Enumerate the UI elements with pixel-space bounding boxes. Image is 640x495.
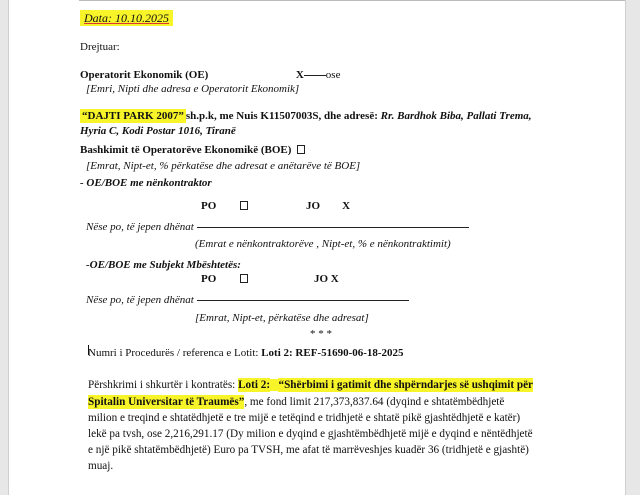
subcontractor-if-yes	[86, 220, 469, 234]
subcontractor-yes	[201, 199, 248, 213]
support-heading: -OE/BOE me Subjekt Mbështetës:	[86, 259, 241, 271]
contract-line-2-rest: , me fond limit 217,373,837.64 (dyqind e shtatëmbëdhjetë	[244, 396, 505, 408]
subcontractor-heading: - OE/BOE me nënkontraktor	[80, 177, 212, 189]
addressed-to: Drejtuar:	[80, 41, 120, 53]
contract-line-6: muaj.	[88, 460, 114, 472]
section-separator: * * *	[310, 328, 332, 340]
page-top-border	[79, 0, 625, 5]
support-yes-checkbox	[240, 274, 248, 283]
contract-line-4: lekë pa tvsh, ose 2,216,291.17 (Dy milion e dyqind e gjashtëmbëdhjetë mijë e dyqind e nëntëdhjetë	[88, 428, 533, 440]
subcontractor-yes-label: PO	[201, 200, 217, 212]
contract-title-2: Spitalin Universitar të Traumës”	[88, 396, 245, 408]
joint-line	[80, 143, 305, 157]
company-name: “DAJTI PARK 2007”	[82, 110, 184, 122]
subcontractor-no	[306, 199, 350, 213]
contract-line-3: milion e treqind e shtatëdhjetë e tre mijë e tetëqind e tridhjetë e shtatë pikë gjashtëdhjetë e katër)	[88, 412, 521, 424]
contract-line-5: e një pikë shtatëmbëdhjetë) Euro pa TVSH, me afat të marrëveshjes kuadër 36 (tridhjetë e gjashtë)	[88, 444, 529, 456]
operator-hint: [Emri, Nipti dhe adresa e Operatorit Ekonomik]	[86, 83, 300, 95]
operator-or: ose	[325, 69, 341, 81]
date-line	[80, 10, 173, 26]
joint-hint: [Emrat, Nipt-et, % përkatëse dhe adresat e anëtarëve të BOE]	[86, 160, 361, 172]
subcontractor-if-yes-label: Nëse po, të jepen dhënat	[86, 221, 194, 233]
subcontractor-yes-checkbox	[240, 201, 248, 210]
company-address-2: Hyria C, Kodi Postar 1016, Tiranë	[80, 125, 236, 137]
contract-line-1	[88, 378, 533, 392]
procedure-value: Loti 2: REF-51690-06-18-2025	[261, 347, 404, 359]
document-page	[8, 0, 626, 495]
support-yes-label: PO	[201, 273, 217, 285]
operator-blank	[304, 75, 326, 76]
date-text: Data: 10.10.2025	[80, 10, 173, 26]
joint-label: Bashkimit të Operatorëve Ekonomikë (BOE)	[80, 144, 292, 156]
subcontractor-hint: (Emrat e nënkontraktorëve , Nipt-et, % e nënkontraktimit)	[195, 238, 451, 250]
support-hint: [Emrat, Nipt-et, përkatëse dhe adresat]	[195, 312, 369, 324]
support-if-yes-label: Nëse po, të jepen dhënat	[86, 294, 194, 306]
joint-checkbox	[297, 145, 305, 154]
operator-line	[80, 68, 340, 82]
contract-lot: Loti 2:	[238, 379, 271, 391]
contract-title-1: “Shërbimi i gatimit dhe shpërndarjes së ushqimit për	[278, 379, 534, 391]
company-detail: sh.p.k, me Nuis K11507003S, dhe adresë:	[185, 110, 381, 122]
procedure-label: Numri i Procedurës / referenca e Lotit:	[88, 347, 262, 359]
procedure-line	[88, 346, 404, 360]
support-no-x: JO X	[314, 273, 339, 285]
support-input-line	[197, 300, 409, 301]
contract-line-2	[88, 395, 504, 409]
operator-x-mark: X	[295, 69, 304, 81]
support-yes	[201, 272, 248, 286]
contract-intro: Përshkrimi i shkurtër i kontratës:	[88, 379, 239, 391]
company-address-1: Rr. Bardhok Biba, Pallati Trema,	[380, 110, 532, 122]
subcontractor-no-x: X	[342, 200, 351, 212]
support-if-yes	[86, 293, 409, 307]
operator-label: Operatorit Ekonomik (OE)	[80, 69, 209, 81]
company-line-1	[80, 109, 532, 123]
subcontractor-no-label: JO	[306, 200, 321, 212]
subcontractor-input-line	[197, 227, 469, 228]
